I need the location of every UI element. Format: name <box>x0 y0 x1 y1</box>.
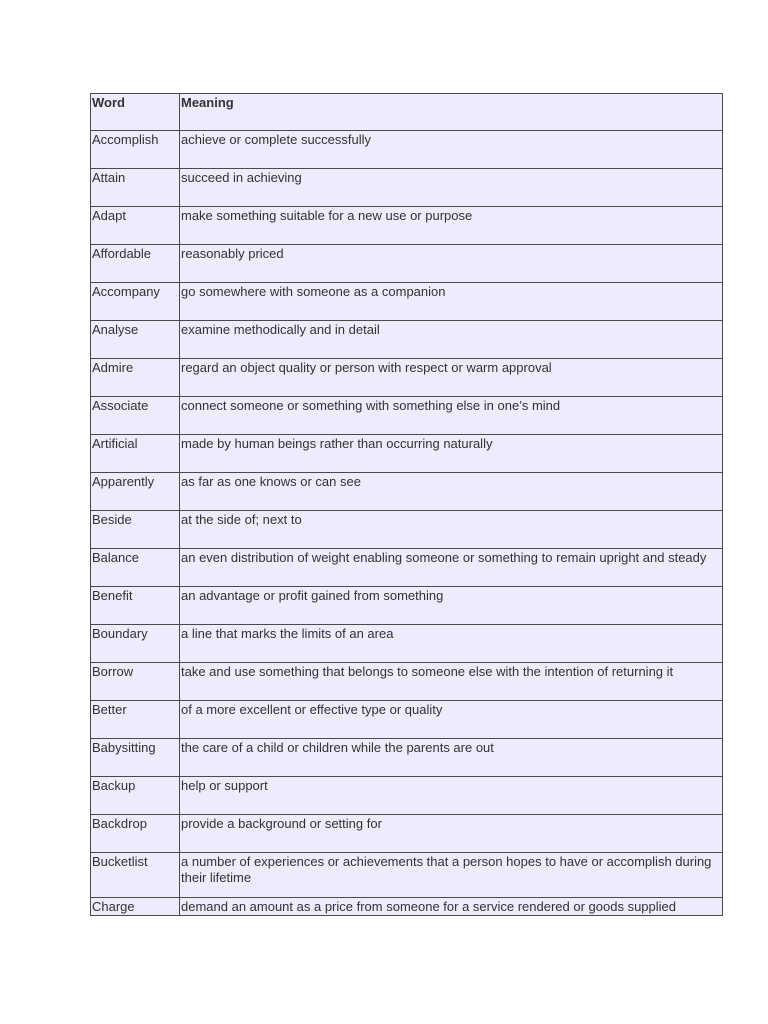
meaning-cell: help or support <box>180 777 723 815</box>
word-cell: Benefit <box>91 587 180 625</box>
word-cell: Borrow <box>91 663 180 701</box>
header-word: Word <box>91 94 180 131</box>
meaning-cell: take and use something that belongs to someone else with the intention of returning it <box>180 663 723 701</box>
word-cell: Backup <box>91 777 180 815</box>
meaning-cell: examine methodically and in detail <box>180 321 723 359</box>
word-cell: Attain <box>91 169 180 207</box>
word-cell: Admire <box>91 359 180 397</box>
meaning-cell: connect someone or something with something else in one’s mind <box>180 397 723 435</box>
table-row <box>91 549 723 587</box>
meaning-cell: make something suitable for a new use or purpose <box>180 207 723 245</box>
table-row <box>91 898 723 916</box>
table-row <box>91 435 723 473</box>
table-row <box>91 587 723 625</box>
meaning-cell: go somewhere with someone as a companion <box>180 283 723 321</box>
table-row <box>91 739 723 777</box>
meaning-cell: made by human beings rather than occurring naturally <box>180 435 723 473</box>
meaning-cell: as far as one knows or can see <box>180 473 723 511</box>
word-cell: Associate <box>91 397 180 435</box>
word-cell: Boundary <box>91 625 180 663</box>
meaning-cell: at the side of; next to <box>180 511 723 549</box>
table-row <box>91 473 723 511</box>
word-cell: Artificial <box>91 435 180 473</box>
meaning-cell: a line that marks the limits of an area <box>180 625 723 663</box>
table-header-row <box>91 94 723 131</box>
meaning-cell: an even distribution of weight enabling someone or something to remain upright and steady <box>180 549 723 587</box>
table-row <box>91 815 723 853</box>
table-row <box>91 397 723 435</box>
table-row <box>91 169 723 207</box>
table-row <box>91 663 723 701</box>
table-row <box>91 511 723 549</box>
word-cell: Balance <box>91 549 180 587</box>
meaning-cell: the care of a child or children while the parents are out <box>180 739 723 777</box>
table-row <box>91 853 723 898</box>
word-cell: Bucketlist <box>91 853 180 898</box>
meaning-cell: a number of experiences or achievements that a person hopes to have or accomplish during their lifetime <box>180 853 723 898</box>
word-cell: Beside <box>91 511 180 549</box>
word-cell: Backdrop <box>91 815 180 853</box>
word-cell: Accompany <box>91 283 180 321</box>
meaning-cell: succeed in achieving <box>180 169 723 207</box>
meaning-cell: reasonably priced <box>180 245 723 283</box>
table-row <box>91 245 723 283</box>
table-row <box>91 701 723 739</box>
table-row <box>91 131 723 169</box>
meaning-cell: achieve or complete successfully <box>180 131 723 169</box>
word-cell: Affordable <box>91 245 180 283</box>
word-cell: Analyse <box>91 321 180 359</box>
word-cell: Adapt <box>91 207 180 245</box>
meaning-cell: of a more excellent or effective type or quality <box>180 701 723 739</box>
meaning-cell: an advantage or profit gained from something <box>180 587 723 625</box>
word-cell: Apparently <box>91 473 180 511</box>
table-row <box>91 321 723 359</box>
meaning-cell: provide a background or setting for <box>180 815 723 853</box>
meaning-cell: regard an object quality or person with respect or warm approval <box>180 359 723 397</box>
word-cell: Accomplish <box>91 131 180 169</box>
table-row <box>91 625 723 663</box>
word-cell: Charge <box>91 898 180 916</box>
table-row <box>91 359 723 397</box>
word-cell: Better <box>91 701 180 739</box>
table-row <box>91 777 723 815</box>
word-cell: Babysitting <box>91 739 180 777</box>
header-meaning: Meaning <box>180 94 723 131</box>
table-row <box>91 207 723 245</box>
table-row <box>91 283 723 321</box>
meaning-cell: demand an amount as a price from someone for a service rendered or goods supplied <box>180 898 723 916</box>
vocabulary-table <box>90 93 723 916</box>
